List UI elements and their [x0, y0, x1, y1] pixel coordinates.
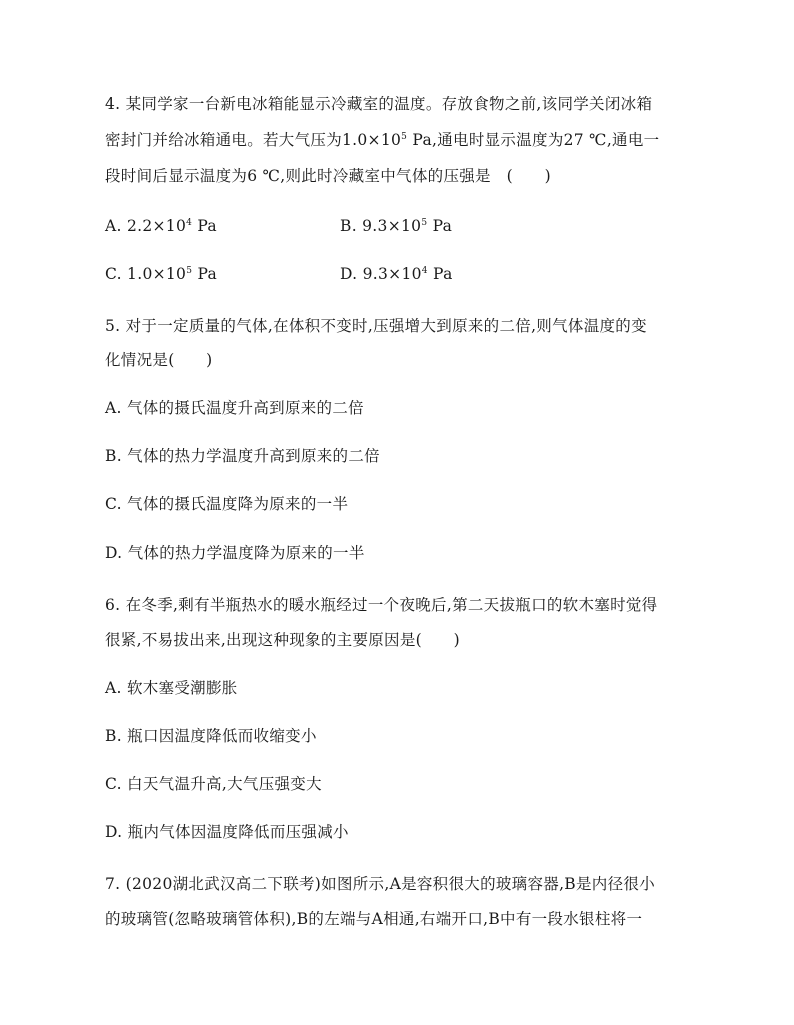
q6-option-a: A. 软木塞受潮膨胀 — [105, 679, 238, 697]
q4-option-b-exponent: 5 — [421, 218, 428, 228]
q4-line-1: 4. 某同学家一台新电冰箱能显示冷藏室的温度。存放食物之前,该同学关闭冰箱 — [105, 95, 653, 113]
q4-option-c — [105, 264, 217, 284]
q7-line-2: 的玻璃管(忽略玻璃管体积),B的左端与A相通,右端开口,B中有一段水银柱将一 — [105, 910, 643, 928]
q4-option-b-base: B. 9.3×10 — [340, 217, 422, 235]
q4-option-a — [105, 216, 217, 236]
q4-line-2-exponent: 5 — [401, 132, 408, 142]
q6-option-b: B. 瓶口因温度降低而收缩变小 — [105, 727, 317, 745]
q4-option-c-base: C. 1.0×10 — [105, 265, 187, 283]
q4-option-a-unit: Pa — [192, 217, 217, 235]
q6-line-2: 很紧,不易拔出来,出现这种现象的主要原因是( ) — [105, 631, 460, 649]
q6-option-d: D. 瓶内气体因温度降低而压强减小 — [105, 823, 349, 841]
q7-line-1: 7. (2020湖北武汉高二下联考)如图所示,A是容积很大的玻璃容器,B是内径很小 — [105, 875, 655, 893]
q4-option-a-exponent: 4 — [186, 218, 193, 228]
q4-option-a-base: A. 2.2×10 — [105, 217, 187, 235]
q4-option-d-base: D. 9.3×10 — [340, 265, 422, 283]
q4-line-2 — [105, 130, 659, 150]
q4-option-c-exponent: 5 — [186, 266, 193, 276]
q6-line-1: 6. 在冬季,剩有半瓶热水的暖水瓶经过一个夜晚后,第二天拔瓶口的软木塞时觉得 — [105, 596, 658, 614]
q4-option-d-exponent: 4 — [421, 266, 428, 276]
q4-option-d — [340, 264, 453, 284]
q4-option-b-unit: Pa — [427, 217, 453, 235]
q5-line-2: 化情况是( ) — [105, 351, 213, 369]
q4-line-2-pre: 密封门并给冰箱通电。若大气压为1.0×10 — [105, 131, 402, 149]
q5-option-a: A. 气体的摄氏温度升高到原来的二倍 — [105, 399, 364, 417]
q5-option-d: D. 气体的热力学温度降为原来的一半 — [105, 544, 365, 562]
q5-line-1: 5. 对于一定质量的气体,在体积不变时,压强增大到原来的二倍,则气体温度的变 — [105, 317, 647, 335]
q4-option-c-unit: Pa — [192, 265, 218, 283]
q4-option-d-unit: Pa — [427, 265, 453, 283]
q4-line-2-post: Pa,通电时显示温度为27 ℃,通电一 — [407, 131, 660, 149]
q4-option-b — [340, 216, 452, 236]
q5-option-c: C. 气体的摄氏温度降为原来的一半 — [105, 495, 349, 513]
q6-option-c: C. 白天气温升高,大气压强变大 — [105, 775, 322, 793]
q4-line-3: 段时间后显示温度为6 ℃,则此时冷藏室中气体的压强是 ( ) — [105, 167, 551, 185]
q5-option-b: B. 气体的热力学温度升高到原来的二倍 — [105, 447, 380, 465]
